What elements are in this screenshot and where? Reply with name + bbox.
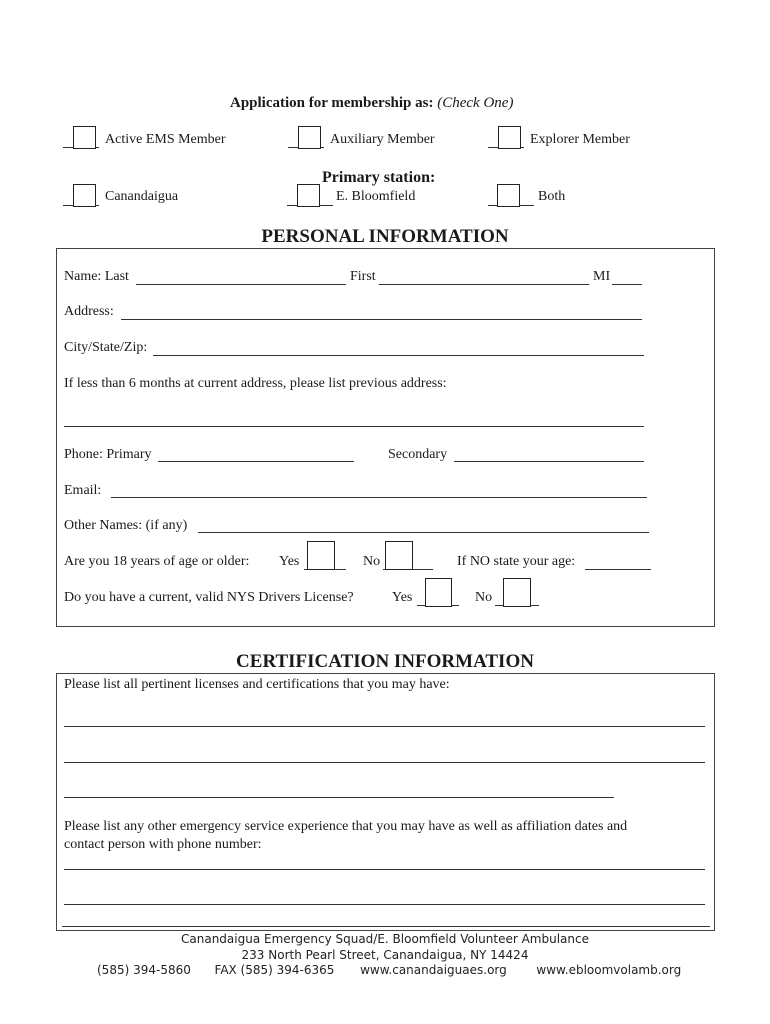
phone-secondary-label: Secondary xyxy=(388,447,448,462)
city-state-zip-field[interactable] xyxy=(153,355,644,356)
footer-org: Canandaigua Emergency Squad/E. Bloomfield Volunteer Ambulance xyxy=(181,932,589,946)
primary-station-heading: Primary station: xyxy=(322,169,436,186)
license-no-label: No xyxy=(475,590,493,605)
footer-website-2[interactable]: www.ebloomvolamb.org xyxy=(536,963,682,977)
personal-info-title: PERSONAL INFORMATION xyxy=(261,226,509,247)
email-label: Email: xyxy=(64,483,102,498)
both-label: Both xyxy=(538,189,566,204)
membership-heading-row xyxy=(230,95,513,112)
active-ems-label: Active EMS Member xyxy=(105,132,226,147)
footer-address: 233 North Pearl Street, Canandaigua, NY 14424 xyxy=(241,948,529,962)
e-bloomfield-checkbox[interactable] xyxy=(297,184,320,207)
city-state-zip-label: City/State/Zip: xyxy=(64,340,148,355)
age-yes-label: Yes xyxy=(279,554,300,569)
phone-primary-label: Phone: Primary xyxy=(64,447,152,462)
personal-info-frame xyxy=(56,248,715,627)
name-mi-label: MI xyxy=(593,269,611,284)
membership-heading: Application for membership as: xyxy=(230,95,434,111)
address-label: Address: xyxy=(64,304,114,319)
e-bloomfield-label: E. Bloomfield xyxy=(336,189,416,204)
footer-divider xyxy=(62,926,710,927)
footer-contact-row xyxy=(97,963,681,977)
explorer-label: Explorer Member xyxy=(530,132,630,147)
check-one-note: (Check One) xyxy=(437,95,514,111)
footer-phone: (585) 394-5860 xyxy=(97,963,191,977)
other-names-field[interactable] xyxy=(198,532,649,533)
previous-address-prompt: If less than 6 months at current address, please list previous address: xyxy=(64,376,447,391)
experience-line-1[interactable] xyxy=(64,869,705,870)
address-field[interactable] xyxy=(121,319,642,320)
explorer-checkbox[interactable] xyxy=(498,126,521,149)
experience-line-2[interactable] xyxy=(64,904,705,905)
canandaigua-label: Canandaigua xyxy=(105,189,179,204)
licenses-prompt: Please list all pertinent licenses and certifications that you may have: xyxy=(64,677,450,692)
experience-prompt-line-2: contact person with phone number: xyxy=(64,837,262,852)
name-mi-field[interactable] xyxy=(612,284,642,285)
footer-fax: FAX (585) 394-6365 xyxy=(214,963,335,977)
both-checkbox[interactable] xyxy=(497,184,520,207)
active-ems-checkbox[interactable] xyxy=(73,126,96,149)
experience-prompt-line-1: Please list any other emergency service experience that you may have as well as affiliation dates and xyxy=(64,819,628,834)
licenses-line-3[interactable] xyxy=(64,797,614,798)
license-question: Do you have a current, valid NYS Drivers License? xyxy=(64,590,354,605)
canandaigua-checkbox[interactable] xyxy=(73,184,96,207)
name-last-label: Name: Last xyxy=(64,269,129,284)
age-state-label: If NO state your age: xyxy=(457,554,576,569)
age-question: Are you 18 years of age or older: xyxy=(64,554,250,569)
license-no-checkbox[interactable] xyxy=(503,578,531,607)
footer-website-1[interactable]: www.canandaiguaes.org xyxy=(360,963,507,977)
auxiliary-checkbox[interactable] xyxy=(298,126,321,149)
name-last-field[interactable] xyxy=(136,284,346,285)
phone-primary-field[interactable] xyxy=(158,461,354,462)
name-first-label: First xyxy=(350,269,376,284)
age-no-label: No xyxy=(363,554,381,569)
other-names-label: Other Names: (if any) xyxy=(64,518,188,533)
licenses-line-2[interactable] xyxy=(64,762,705,763)
phone-secondary-field[interactable] xyxy=(454,461,644,462)
licenses-line-1[interactable] xyxy=(64,726,705,727)
auxiliary-label: Auxiliary Member xyxy=(330,132,435,147)
age-no-checkbox[interactable] xyxy=(385,541,413,570)
license-yes-label: Yes xyxy=(392,590,413,605)
license-yes-checkbox[interactable] xyxy=(425,578,452,607)
age-state-field[interactable] xyxy=(585,569,651,570)
email-field[interactable] xyxy=(111,497,647,498)
age-yes-checkbox[interactable] xyxy=(307,541,335,570)
previous-address-field[interactable] xyxy=(64,426,644,427)
certification-info-frame xyxy=(56,673,715,931)
certification-info-title: CERTIFICATION INFORMATION xyxy=(236,651,534,672)
name-first-field[interactable] xyxy=(379,284,589,285)
